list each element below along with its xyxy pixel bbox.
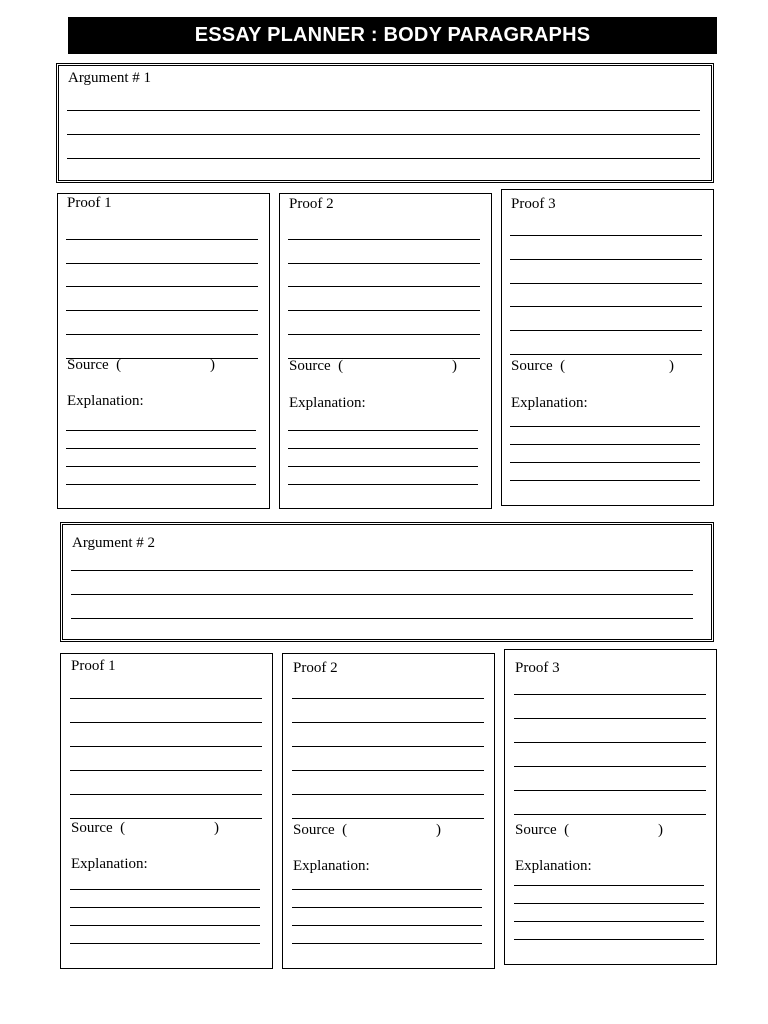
argument-2-writing-line[interactable] <box>71 594 693 595</box>
argument-2-proof-1-title: Proof 1 <box>71 658 116 674</box>
source-close-paren: ) <box>658 822 663 838</box>
proof-writing-line[interactable] <box>66 334 258 335</box>
explanation-writing-line[interactable] <box>70 943 260 944</box>
proof-writing-line[interactable] <box>514 814 706 815</box>
proof-writing-line[interactable] <box>292 746 484 747</box>
proof-writing-line[interactable] <box>288 239 480 240</box>
proof-writing-line[interactable] <box>70 698 262 699</box>
explanation-writing-line[interactable] <box>292 943 482 944</box>
argument-2-writing-line[interactable] <box>71 618 693 619</box>
proof-writing-line[interactable] <box>288 286 480 287</box>
argument-2-label: Argument # 2 <box>72 535 156 551</box>
explanation-writing-line[interactable] <box>514 885 704 886</box>
explanation-writing-line[interactable] <box>70 925 260 926</box>
explanation-label: Explanation: <box>515 858 592 874</box>
proof-writing-line[interactable] <box>288 334 480 335</box>
proof-writing-line[interactable] <box>292 794 484 795</box>
explanation-writing-line[interactable] <box>66 430 256 431</box>
page-title: ESSAY PLANNER : BODY PARAGRAPHS <box>68 17 717 54</box>
proof-writing-line[interactable] <box>70 746 262 747</box>
source-close-paren: ) <box>210 357 215 373</box>
explanation-writing-line[interactable] <box>514 921 704 922</box>
explanation-writing-line[interactable] <box>70 907 260 908</box>
argument-2-writing-line[interactable] <box>71 570 693 571</box>
explanation-writing-line[interactable] <box>66 448 256 449</box>
explanation-writing-line[interactable] <box>66 466 256 467</box>
source-label: Source ( <box>67 357 122 373</box>
proof-writing-line[interactable] <box>510 283 702 284</box>
proof-writing-line[interactable] <box>70 722 262 723</box>
argument-2-proof-3-box <box>504 649 717 965</box>
explanation-label: Explanation: <box>67 393 144 409</box>
source-label: Source ( <box>511 358 566 374</box>
proof-writing-line[interactable] <box>66 286 258 287</box>
proof-writing-line[interactable] <box>510 235 702 236</box>
proof-writing-line[interactable] <box>514 742 706 743</box>
source-close-paren: ) <box>214 820 219 836</box>
argument-2-box <box>60 522 714 642</box>
proof-writing-line[interactable] <box>514 694 706 695</box>
proof-writing-line[interactable] <box>66 239 258 240</box>
proof-writing-line[interactable] <box>292 818 484 819</box>
proof-writing-line[interactable] <box>510 259 702 260</box>
explanation-writing-line[interactable] <box>66 484 256 485</box>
proof-writing-line[interactable] <box>66 263 258 264</box>
explanation-writing-line[interactable] <box>510 462 700 463</box>
argument-1-proof-3-box <box>501 189 714 506</box>
argument-2-proof-1-box <box>60 653 273 969</box>
argument-1-proof-2-title: Proof 2 <box>289 196 334 212</box>
argument-1-label: Argument # 1 <box>68 70 152 86</box>
argument-2-proof-2-box <box>282 653 495 969</box>
proof-writing-line[interactable] <box>70 794 262 795</box>
explanation-writing-line[interactable] <box>288 430 478 431</box>
proof-writing-line[interactable] <box>292 698 484 699</box>
argument-2-proof-2-title: Proof 2 <box>293 660 338 676</box>
source-close-paren: ) <box>669 358 674 374</box>
proof-writing-line[interactable] <box>510 330 702 331</box>
explanation-writing-line[interactable] <box>514 903 704 904</box>
proof-writing-line[interactable] <box>292 770 484 771</box>
proof-writing-line[interactable] <box>514 766 706 767</box>
source-label: Source ( <box>289 358 344 374</box>
explanation-writing-line[interactable] <box>510 480 700 481</box>
argument-1-writing-line[interactable] <box>67 110 700 111</box>
proof-writing-line[interactable] <box>514 718 706 719</box>
explanation-label: Explanation: <box>71 856 148 872</box>
proof-writing-line[interactable] <box>292 722 484 723</box>
argument-2-proof-3-title: Proof 3 <box>515 660 560 676</box>
proof-writing-line[interactable] <box>288 263 480 264</box>
explanation-writing-line[interactable] <box>292 907 482 908</box>
argument-1-box <box>56 63 714 183</box>
source-close-paren: ) <box>452 358 457 374</box>
proof-writing-line[interactable] <box>510 354 702 355</box>
argument-1-proof-1-title: Proof 1 <box>67 195 112 211</box>
proof-writing-line[interactable] <box>514 790 706 791</box>
explanation-writing-line[interactable] <box>288 466 478 467</box>
explanation-writing-line[interactable] <box>288 448 478 449</box>
argument-1-writing-line[interactable] <box>67 158 700 159</box>
argument-1-writing-line[interactable] <box>67 134 700 135</box>
explanation-writing-line[interactable] <box>510 426 700 427</box>
explanation-writing-line[interactable] <box>288 484 478 485</box>
proof-writing-line[interactable] <box>70 770 262 771</box>
source-label: Source ( <box>515 822 570 838</box>
proof-writing-line[interactable] <box>288 310 480 311</box>
argument-1-proof-3-title: Proof 3 <box>511 196 556 212</box>
explanation-writing-line[interactable] <box>510 444 700 445</box>
source-label: Source ( <box>293 822 348 838</box>
explanation-writing-line[interactable] <box>70 889 260 890</box>
source-close-paren: ) <box>436 822 441 838</box>
explanation-label: Explanation: <box>289 395 366 411</box>
explanation-label: Explanation: <box>293 858 370 874</box>
explanation-writing-line[interactable] <box>514 939 704 940</box>
argument-1-proof-1-box <box>57 193 270 509</box>
explanation-writing-line[interactable] <box>292 889 482 890</box>
explanation-writing-line[interactable] <box>292 925 482 926</box>
proof-writing-line[interactable] <box>70 818 262 819</box>
source-label: Source ( <box>71 820 126 836</box>
argument-1-proof-2-box <box>279 193 492 509</box>
explanation-label: Explanation: <box>511 395 588 411</box>
proof-writing-line[interactable] <box>66 310 258 311</box>
proof-writing-line[interactable] <box>510 306 702 307</box>
